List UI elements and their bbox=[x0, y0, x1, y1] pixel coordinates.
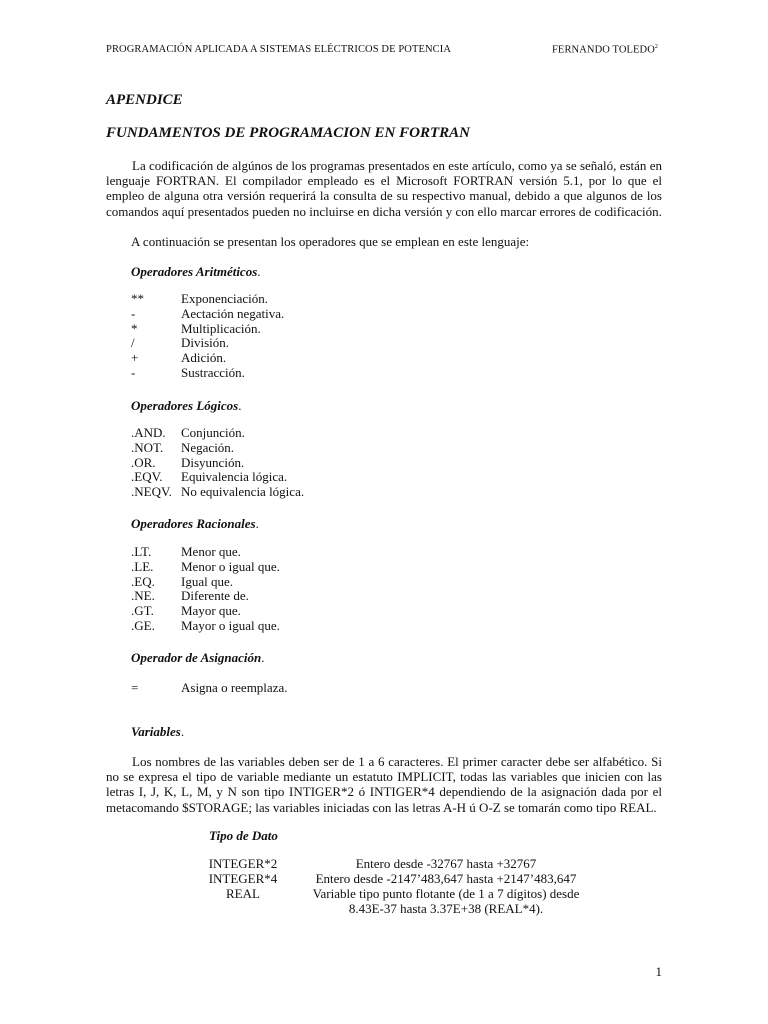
operator-description: Diferente de. bbox=[181, 588, 249, 604]
operator-symbol: .LT. bbox=[131, 544, 152, 559]
intro-text: La codificación de algúnos de los programas presentados en este artículo, como ya se señaló, están en lenguaje FORTRAN. El compilador empleado es el Microsoft FORTRAN versión 5.1, por lo que el empleo de alguna otra versión requerirá la consulta de su respectivo manual, debido a que algunos de los comandos aquí presentados pueden no incluirse en dicha versión y con ello marcar errores de codificación. bbox=[106, 158, 662, 219]
list-item bbox=[131, 589, 280, 604]
logical-list bbox=[131, 426, 304, 500]
type-description-cont: 8.43E-37 hasta 3.37E+38 (REAL*4). bbox=[348, 901, 544, 916]
arithmetic-list bbox=[131, 292, 284, 381]
operator-symbol: - bbox=[131, 305, 136, 321]
assignment-list bbox=[131, 681, 287, 696]
assignment-heading-text: Operador de Asignación bbox=[131, 650, 262, 665]
list-item bbox=[131, 366, 284, 381]
operator-description: Asigna o reemplaza. bbox=[181, 680, 288, 695]
header-author bbox=[552, 44, 658, 56]
list-item bbox=[131, 619, 280, 634]
operator-symbol: .GE. bbox=[131, 617, 155, 633]
operator-description: División. bbox=[181, 335, 230, 351]
operator-description: Sustracción. bbox=[181, 364, 245, 380]
variables-text: Los nombres de las variables deben ser de 1 a 6 caracteres. El primer caracter debe ser alfabético. Si no se expresa el tipo de variable mediante un estatuto IMPLICIT, todas las variables que inicien con las letras I, J, K, L, M, y N son tipo INTIGER*2 ó INTIGER*4 dependiendo de la asignación dada por el metacomando $STORAGE; las variables iniciadas con las letras A-H ú O-Z se tomarán como tipo REAL. bbox=[106, 754, 662, 815]
operator-symbol: - bbox=[131, 364, 136, 380]
section-title: FUNDAMENTOS DE PROGRAMACION EN FORTRAN bbox=[106, 125, 470, 141]
relational-heading: Operadores Racionales. bbox=[131, 516, 259, 531]
operator-description: Adición. bbox=[181, 350, 227, 366]
operator-symbol: * bbox=[131, 320, 138, 336]
operator-description: Disyunción. bbox=[181, 454, 245, 470]
logical-heading-text: Operadores Lógicos bbox=[131, 398, 239, 413]
running-header bbox=[106, 44, 658, 56]
operators-intro: A continuación se presentan los operadores que se emplean en este lenguaje: bbox=[131, 234, 530, 249]
list-item bbox=[131, 604, 280, 619]
operator-symbol: .NE. bbox=[131, 588, 155, 604]
list-item bbox=[131, 560, 280, 575]
type-description: Variable tipo punto flotante (de 1 a 7 dígitos) desde bbox=[312, 886, 580, 901]
variables-heading-text: Variables bbox=[131, 724, 181, 739]
operator-description: Equivalencia lógica. bbox=[181, 469, 288, 485]
header-author-name: FERNANDO TOLEDO bbox=[551, 44, 655, 56]
operator-description: Menor que. bbox=[181, 544, 241, 559]
list-item bbox=[131, 575, 280, 590]
operator-symbol: .NOT. bbox=[131, 439, 164, 455]
list-item bbox=[131, 351, 284, 366]
arithmetic-heading: Operadores Aritméticos. bbox=[131, 264, 261, 279]
operator-symbol: + bbox=[131, 350, 139, 366]
operator-description: No equivalencia lógica. bbox=[181, 484, 305, 500]
logical-heading: Operadores Lógicos. bbox=[131, 398, 242, 413]
operator-symbol: .NEQV. bbox=[131, 484, 172, 500]
intro-paragraph bbox=[106, 158, 662, 219]
operator-description: Mayor que. bbox=[181, 603, 241, 619]
appendix-title: APENDICE bbox=[106, 92, 183, 108]
variables-paragraph bbox=[106, 754, 662, 815]
list-item bbox=[131, 307, 284, 322]
operator-symbol: .EQ. bbox=[131, 573, 155, 589]
data-type-heading: Tipo de Dato bbox=[209, 828, 278, 843]
list-item bbox=[131, 441, 304, 456]
operator-symbol: .AND. bbox=[131, 425, 166, 440]
operator-description: Menor o igual que. bbox=[181, 558, 280, 574]
arithmetic-heading-text: Operadores Aritméticos bbox=[131, 264, 258, 279]
type-description: Entero desde -32767 hasta +32767 bbox=[355, 856, 537, 871]
page-number: 1 bbox=[655, 964, 662, 979]
operator-description: Mayor o igual que. bbox=[181, 617, 280, 633]
operator-symbol: / bbox=[131, 335, 135, 351]
operator-description: Igual que. bbox=[181, 573, 233, 589]
relational-list bbox=[131, 545, 280, 634]
list-item bbox=[131, 292, 284, 307]
type-name: REAL bbox=[226, 886, 260, 901]
header-title: PROGRAMACIÓN APLICADA A SISTEMAS ELÉCTRICOS DE POTENCIA bbox=[106, 44, 452, 55]
list-item bbox=[131, 485, 304, 500]
relational-heading-text: Operadores Racionales bbox=[131, 516, 256, 531]
type-name: INTEGER*2 bbox=[208, 856, 278, 871]
operator-symbol: .GT. bbox=[131, 603, 154, 619]
header-author-sup: 2 bbox=[654, 44, 658, 50]
assignment-heading: Operador de Asignación. bbox=[131, 650, 265, 665]
operator-symbol: .LE. bbox=[131, 558, 154, 574]
table-row bbox=[0, 872, 768, 887]
type-name: INTEGER*4 bbox=[208, 871, 278, 886]
operator-description: Multiplicación. bbox=[181, 320, 261, 336]
operator-symbol: .EQV. bbox=[131, 469, 163, 485]
list-item bbox=[131, 322, 284, 337]
operator-symbol: ** bbox=[131, 291, 144, 306]
table-row bbox=[0, 857, 768, 872]
operator-description: Aectación negativa. bbox=[181, 305, 285, 321]
list-item bbox=[131, 470, 304, 485]
list-item bbox=[131, 426, 304, 441]
operator-description: Exponenciación. bbox=[181, 291, 268, 306]
list-item bbox=[131, 456, 304, 471]
table-row bbox=[0, 887, 768, 917]
list-item bbox=[131, 545, 280, 560]
variables-heading: Variables. bbox=[131, 724, 185, 739]
operator-description: Negación. bbox=[181, 439, 235, 455]
list-item bbox=[131, 681, 287, 696]
operator-symbol: .OR. bbox=[131, 454, 156, 470]
operator-symbol: = bbox=[131, 680, 139, 695]
list-item bbox=[131, 336, 284, 351]
operator-description: Conjunción. bbox=[181, 425, 245, 440]
type-description: Entero desde -2147’483,647 hasta +2147’483,647 bbox=[315, 871, 577, 886]
